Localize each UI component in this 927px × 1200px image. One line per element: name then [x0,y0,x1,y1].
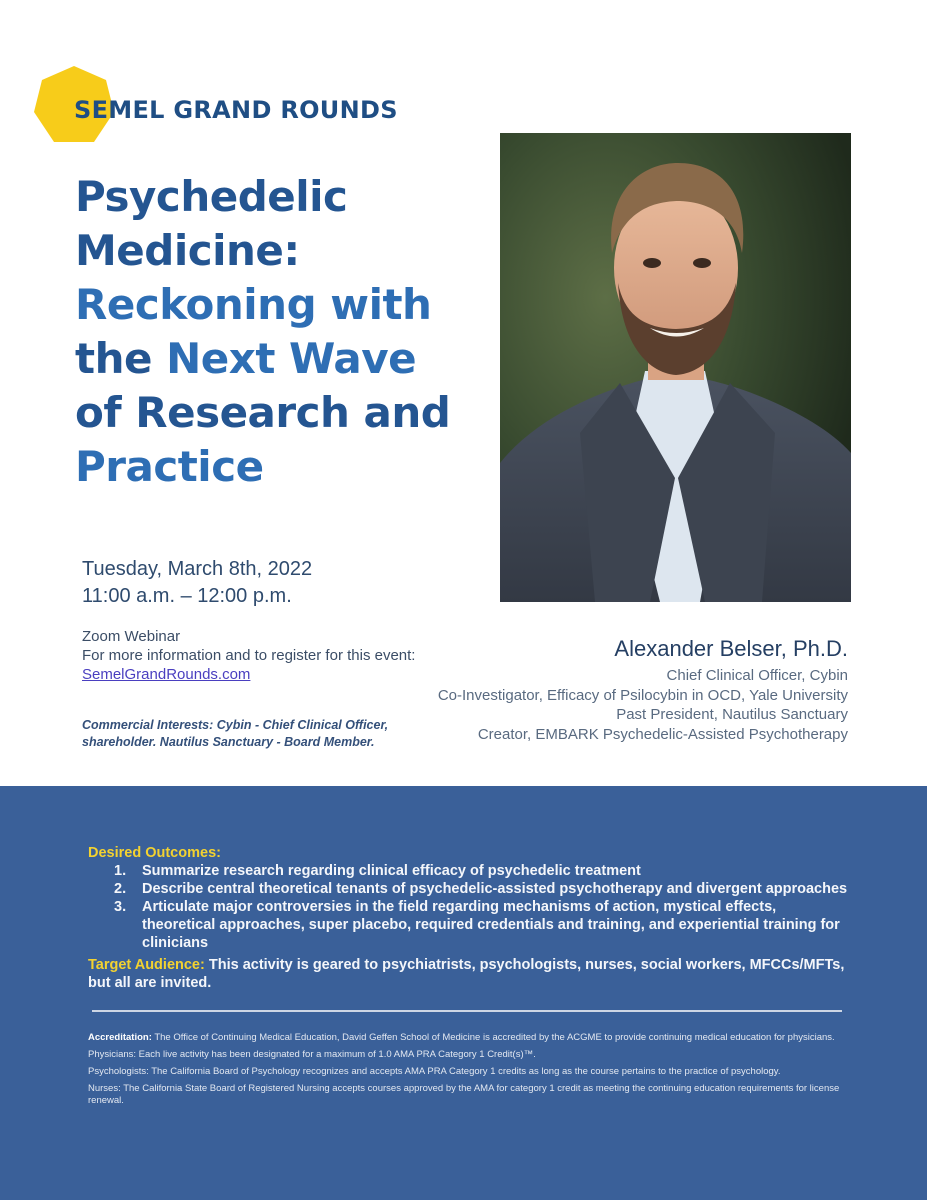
outcomes-list [88,862,848,952]
psychologists-credit: Psychologists: The California Board of Psychology recognizes and accepts AMA PRA Category 1 credits as long as the course pertains to the practice of psychology. [88,1066,781,1077]
event-title-line: Reckoning with [75,280,432,329]
speaker-photo [500,133,851,602]
registration-link[interactable]: SemelGrandRounds.com [82,666,251,683]
series-title: SEMEL GRAND ROUNDS [74,96,398,124]
outcome-text: Summarize research regarding clinical efficacy of psychedelic treatment [142,863,641,879]
event-title-fragment: Next Wave [166,334,417,383]
event-title-line: Psychedelic [75,172,348,221]
speaker-role: Chief Clinical Officer, Cybin [666,667,848,684]
outcome-number: 1. [114,863,127,879]
section-divider [92,1010,842,1012]
accreditation-statement [88,1032,850,1044]
target-audience [88,956,848,992]
outcome-item [88,880,848,898]
outcome-text: Articulate major controversies in the field regarding mechanisms of action, mystical effects, theoretical approaches, super placebo, required credentials and training, and experiential training for clinicians [142,899,840,951]
event-title-line: of Research and [75,388,451,437]
event-time: 11:00 a.m. – 12:00 p.m. [82,585,292,607]
accreditation-block [88,1032,850,1112]
accreditation-text: The Office of Continuing Medical Education, David Geffen School of Medicine is accredited by the ACGME to provide continuing medical education for physicians. [151,1032,835,1043]
speaker-role: Co-Investigator, Efficacy of Psilocybin in OCD, Yale University [437,686,848,704]
event-datetime [82,556,312,610]
event-title-fragment: the [75,334,167,383]
outcomes-heading: Desired Outcomes: [88,845,221,861]
event-title-line: Practice [75,442,264,491]
speaker-info [438,634,848,744]
desired-outcomes [88,844,848,952]
audience-text: This activity is geared to psychiatrists, psychologists, nurses, social workers, MFCCs/MFTs, but all are invited. [88,957,845,991]
outcome-item [88,898,848,952]
event-title-line: Medicine: [75,226,300,275]
outcome-text: Describe central theoretical tenants of psychedelic-assisted psychotherapy and divergent approaches [142,881,848,897]
outcome-item [88,862,848,880]
event-title-line [75,332,475,386]
commercial-interests: Commercial Interests: Cybin - Chief Clinical Officer, shareholder. Nautilus Sanctuary - Board Member. [82,718,389,749]
outcome-number: 2. [114,881,127,897]
speaker-role: Past President, Nautilus Sanctuary [616,706,848,723]
accreditation-heading: Accreditation: [88,1032,152,1043]
speaker-name: Alexander Belser, Ph.D. [614,636,848,661]
nurses-credit: Nurses: The California State Board of Registered Nursing accepts courses approved by the AMA for category 1 credit as meeting the continuing education requirements for license renewal. [88,1083,840,1106]
details-panel [0,786,927,1200]
outcome-number: 3. [114,899,127,915]
event-info [82,627,415,684]
speaker-role: Creator, EMBARK Psychedelic-Assisted Psychotherapy [477,725,848,743]
event-date: Tuesday, March 8th, 2022 [82,558,313,580]
audience-heading: Target Audience: [88,957,205,973]
event-format: Zoom Webinar [82,628,181,645]
event-title [75,170,475,494]
register-text: For more information and to register for this event: [82,647,416,664]
physicians-credit: Physicians: Each live activity has been designated for a maximum of 1.0 AMA PRA Category 1 Credit(s)™. [88,1049,536,1060]
